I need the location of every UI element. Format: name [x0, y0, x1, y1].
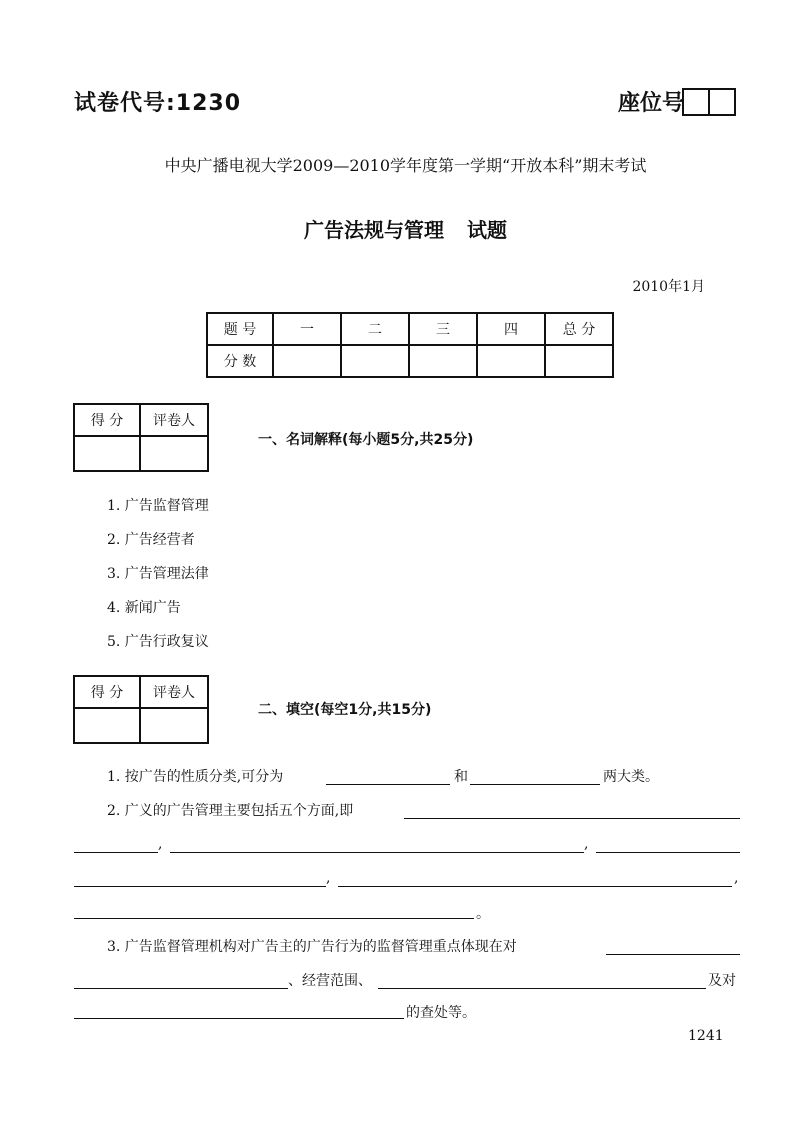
exam-code: 试卷代号:1230: [74, 91, 242, 116]
score-cell[interactable]: [477, 345, 545, 377]
exam-subtitle: 中央广播电视大学2009—2010学年度第一学期“开放本科”期末考试: [164, 156, 647, 175]
q2-comma: ,: [734, 870, 739, 886]
q1-text-c: 两大类。: [603, 769, 659, 785]
q3-text-c: 及对: [708, 973, 736, 989]
blank-line[interactable]: [74, 918, 474, 919]
page-number: 1241: [688, 1028, 724, 1044]
score-cell[interactable]: [273, 345, 341, 377]
score-header: 题 号: [207, 313, 273, 345]
list-item: 4. 新闻广告: [107, 600, 181, 616]
list-item: 2. 广告经营者: [107, 532, 195, 548]
score-header: 二: [341, 313, 409, 345]
grader-box: [73, 675, 209, 744]
section2-title: 二、填空(每空1分,共15分): [258, 702, 432, 718]
q2-comma: ,: [326, 870, 331, 886]
score-row-label: 分 数: [207, 345, 273, 377]
seat-box[interactable]: [708, 88, 736, 116]
exam-title: [0, 214, 811, 243]
grader-cell[interactable]: [140, 708, 208, 743]
blank-line[interactable]: [338, 886, 732, 887]
section1-title: 一、名词解释(每小题5分,共25分): [258, 432, 474, 448]
q3-text-a: 3. 广告监督管理机构对广告主的广告行为的监督管理重点体现在对: [107, 939, 517, 955]
blank-line[interactable]: [470, 784, 600, 785]
grader-label: 评卷人: [140, 676, 208, 708]
blank-line[interactable]: [170, 852, 584, 853]
blank-line[interactable]: [326, 784, 450, 785]
seat-box[interactable]: [682, 88, 710, 116]
q1-text-b: 和: [454, 769, 468, 785]
grader-score-label: 得 分: [74, 404, 140, 436]
exam-date: 2010年1月: [632, 279, 705, 295]
blank-line[interactable]: [74, 988, 288, 989]
title-main: 广告法规与管理: [304, 218, 445, 242]
q3-text-b: 、经营范围、: [288, 973, 372, 989]
blank-line[interactable]: [74, 852, 158, 853]
q2-comma: ,: [584, 836, 589, 852]
grader-cell[interactable]: [140, 436, 208, 471]
score-table: [206, 312, 614, 378]
q1-text-a: 1. 按广告的性质分类,可分为: [107, 769, 284, 785]
q3-text-d: 的查处等。: [406, 1005, 476, 1021]
seat-label: 座位号: [618, 91, 685, 116]
title-suffix: 试题: [466, 218, 507, 242]
seat-number: [618, 86, 736, 117]
score-header: 三: [409, 313, 477, 345]
score-cell[interactable]: [545, 345, 613, 377]
q2-period: 。: [476, 906, 490, 922]
list-item: 5. 广告行政复议: [107, 634, 209, 650]
q2-comma: ,: [158, 836, 163, 852]
blank-line[interactable]: [74, 1018, 404, 1019]
score-header: 四: [477, 313, 545, 345]
blank-line[interactable]: [74, 886, 326, 887]
score-header: 总 分: [545, 313, 613, 345]
blank-line[interactable]: [596, 852, 740, 853]
grader-score-label: 得 分: [74, 676, 140, 708]
score-cell[interactable]: [409, 345, 477, 377]
list-item: 1. 广告监督管理: [107, 498, 209, 514]
list-item: 3. 广告管理法律: [107, 566, 209, 582]
blank-line[interactable]: [404, 818, 740, 819]
q2-text-a: 2. 广义的广告管理主要包括五个方面,即: [107, 803, 354, 819]
grader-box: [73, 403, 209, 472]
score-cell[interactable]: [341, 345, 409, 377]
score-header: 一: [273, 313, 341, 345]
grader-score-cell[interactable]: [74, 436, 140, 471]
grader-score-cell[interactable]: [74, 708, 140, 743]
blank-line[interactable]: [378, 988, 706, 989]
grader-label: 评卷人: [140, 404, 208, 436]
blank-line[interactable]: [606, 954, 740, 955]
